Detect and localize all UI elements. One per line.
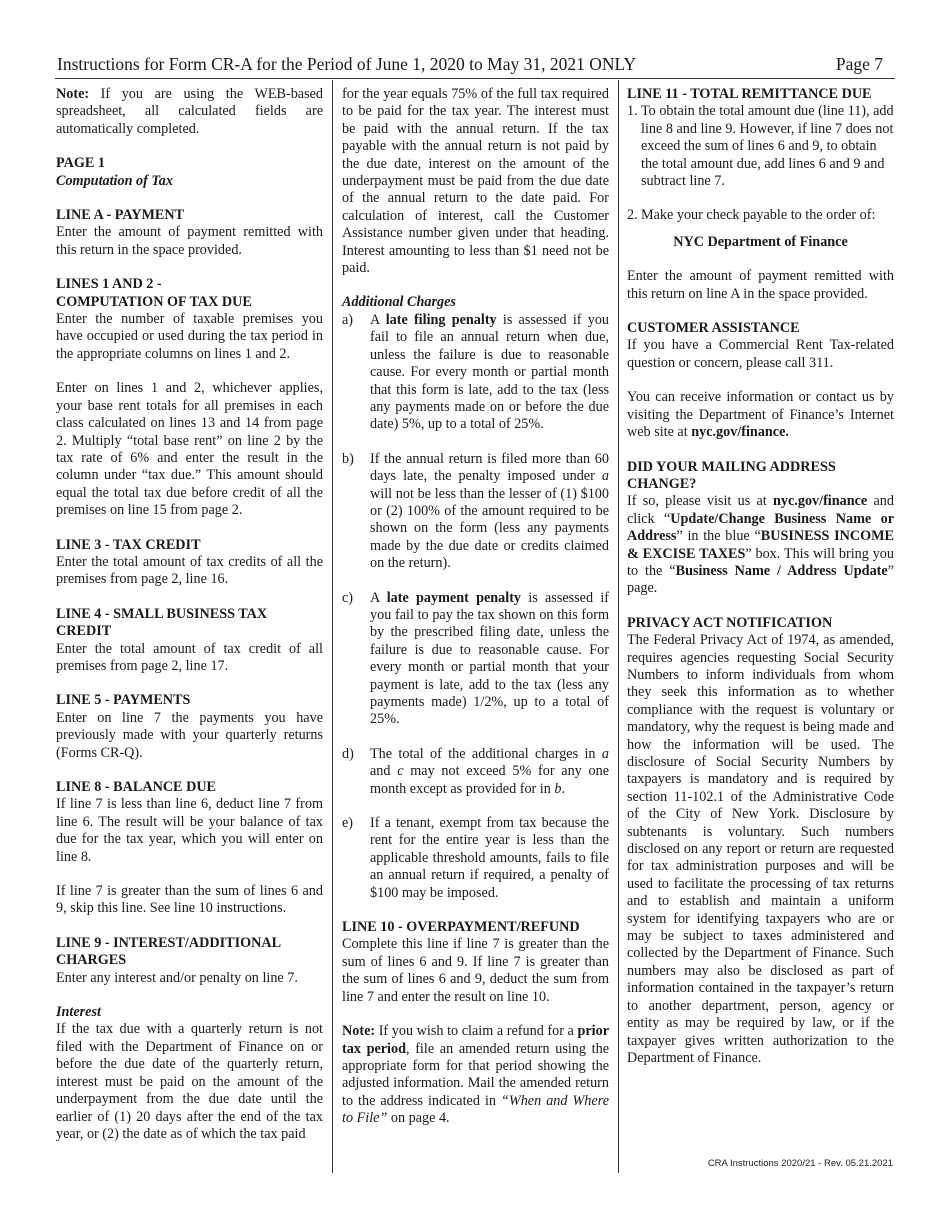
line-4-text: Enter the total amount of tax credit of all premises from page 2, line 17. xyxy=(56,640,323,674)
charge-item-d: d) The total of the additional charges in a and c may not exceed 5% for any one month except as provided for in b. xyxy=(342,745,609,797)
line-11-item-1: 1. To obtain the total amount due (line 11), add line 8 and line 9. However, if line 7 does not exceed the sum of lines 6 and 9, to obtain the total amount due, add lines 6 and 9 and subtract line 7. xyxy=(627,103,894,190)
page1-subheading: Computation of Tax xyxy=(56,172,173,189)
column-3 xyxy=(627,86,894,1067)
additional-charges-heading: Additional Charges xyxy=(342,294,456,311)
website-text: You can receive information or contact us by visiting the Department of Finance’s Internet web site at nyc.gov/finance. xyxy=(627,389,894,441)
page1-heading: PAGE 1 xyxy=(56,155,105,172)
column-divider-1 xyxy=(332,80,333,1173)
privacy-text: The Federal Privacy Act of 1974, as amended, requires agencies requesting Social Security Numbers to inform individuals from whom they seek this information as to whether compliance with the request is voluntary or mandatory, why the request is being made and how the information will be used. The disclosure of Social Security Numbers by taxpayers is mandatory and is required by section 11-102.1 of the Administrative Code of the City of New York. Disclosure by subtenants is voluntary. Such numbers disclosed on any report or return are requested for tax administration purposes and will be used to facilitate the processing of tax returns and to establish and maintain a uniform system for identifying taxpayers who are or may be subject to taxes administered and collected by the Department of Finance. Such numbers may also be disclosed as part of information contained in the taxpayer’s return to another department, person, agency or entity as may be required by law, or if the taxpayer gives written authorization to the Department of Finance. xyxy=(627,632,894,1066)
line-11-heading: LINE 11 - TOTAL REMITTANCE DUE xyxy=(627,86,872,102)
refund-note: Note: If you wish to claim a refund for a prior tax period, file an amended return using the appropriate form for that period showing the adjusted information. Mail the amended return to the address indicated in “When and Where to File” on page 4. xyxy=(342,1023,609,1127)
header-divider xyxy=(55,78,895,79)
line-9-text: Enter any interest and/or penalty on line 7. xyxy=(56,969,298,986)
interest-continued: for the year equals 75% of the full tax required to be paid for the tax year. The interest must be paid with the annual return. If the tax payable with the annual return is not paid by the due date, interest on the amount of the underpayment must be paid from the due date of the annual return to the date paid. For calculation of interest, call the Customer Assistance number given under that heading. Interest amounting to less than $1 need not be paid. xyxy=(342,86,609,277)
line-8-heading: LINE 8 - BALANCE DUE xyxy=(56,779,217,795)
customer-assistance-heading: CUSTOMER ASSISTANCE xyxy=(627,320,800,337)
lines-1-2-text-2: Enter on lines 1 and 2, whichever applies, your base rent totals for all premises in each class calculated on lines 13 and 14 from page 2. Multiply “total base rent” on line 2 by the tax rate of 6% and enter the result in the column under “tax due.” This amount should equal the total tax due before credit of all the premises on line 15 from page 2. xyxy=(56,380,323,519)
line-3-heading: LINE 3 - TAX CREDIT xyxy=(56,536,201,553)
payment-text: Enter the amount of payment remitted with this return on line A in the space provided. xyxy=(627,268,894,302)
charge-item-b: b) If the annual return is filed more than 60 days late, the penalty imposed under a will not be less than the lesser of (1) $100 or (2) 100% of the amount required to be shown on the form (less any payments made by the due date or credits claimed on the return). xyxy=(342,450,609,572)
line-5-heading: LINE 5 - PAYMENTS xyxy=(56,692,191,709)
privacy-heading: PRIVACY ACT NOTIFICATION xyxy=(627,614,833,631)
column-divider-2 xyxy=(618,80,619,1173)
line-10-text: Complete this line if line 7 is greater than the sum of lines 6 and 9. If line 7 is greater than the sum of lines 6 and 9, deduct the sum from line 7 and enter the result on line 10. xyxy=(342,936,609,1005)
charge-item-e: e) If a tenant, exempt from tax because the rent for the entire year is less than the applicable threshold amounts, fails to file an annual return if required, a penalty of $100 may be imposed. xyxy=(342,815,609,901)
charge-item-c: c) A late payment penalty is assessed if you fail to pay the tax shown on this form by the prescribed filing date, unless the failure is due to reasonable cause. For every month or partial month that your payment is late, add to the tax (less any payments made) 1/2%, up to a total of 25%. xyxy=(342,589,609,728)
revision-footer: CRA Instructions 2020/21 - Rev. 05.21.2021 xyxy=(707,1158,893,1169)
line-a-text: Enter the amount of payment remitted with this return in the space provided. xyxy=(56,224,323,258)
line-10-heading: LINE 10 - OVERPAYMENT/REFUND xyxy=(342,919,580,936)
line-3-text: Enter the total amount of tax credits of all the premises from page 2, line 16. xyxy=(56,553,323,588)
payee-name: NYC Department of Finance xyxy=(673,233,848,250)
page-number: Page 7 xyxy=(835,54,883,74)
customer-assistance-text: If you have a Commercial Rent Tax-related question or concern, please call 311. xyxy=(627,337,894,371)
interest-heading: Interest xyxy=(56,1004,101,1021)
line-11-item-2: 2. Make your check payable to the order of: xyxy=(627,207,876,224)
lines-1-2-text: Enter the number of taxable premises you have occupied or used during the tax period in the appropriate columns on lines 1 and 2. xyxy=(56,311,323,362)
page-header xyxy=(57,54,893,78)
column-1 xyxy=(56,86,323,1143)
line-9-heading: LINE 9 - INTEREST/ADDITIONAL CHARGES xyxy=(56,934,281,969)
address-change-text: If so, please visit us at nyc.gov/finance and click “Update/Change Business Name or Address” in the blue “BUSINESS INCOME & EXCISE TAXES” box. This will bring you to the “Business Name / Address Update” page. xyxy=(627,493,894,597)
column-2 xyxy=(342,86,609,1128)
lines-1-2-heading: LINES 1 AND 2 - COMPUTATION OF TAX DUE xyxy=(56,276,252,310)
line-8-text-2: If line 7 is greater than the sum of lines 6 and 9, skip this line. See line 10 instructions. xyxy=(56,883,323,917)
line-5-text: Enter on line 7 the payments you have previously made with your quarterly returns (Forms CR-Q). xyxy=(56,709,323,761)
line-a-heading: LINE A - PAYMENT xyxy=(56,207,185,224)
address-change-heading: DID YOUR MAILING ADDRESS CHANGE? xyxy=(627,458,836,492)
document-title: Instructions for Form CR-A for the Period of June 1, 2020 to May 31, 2021 ONLY xyxy=(57,54,637,74)
line-8-text: If line 7 is less than line 6, deduct line 7 from line 6. The result will be your balance of tax due for the tax year, which you will enter on line 8. xyxy=(56,796,323,865)
charge-item-a: a) A late filing penalty is assessed if you fail to file an annual return when due, unless the failure is due to reasonable cause. For every month or partial month that this form is late, add to the tax (less any payments made on or before the due date) 5%, up to a total of 25%. xyxy=(342,311,610,433)
note-paragraph: Note: If you are using the WEB-based spreadsheet, all calculated fields are automatically completed. xyxy=(56,86,323,137)
interest-text: If the tax due with a quarterly return is not filed with the Department of Finance on or before the due date of the quarterly return, interest must be paid on the amount of the underpayment from the due date until the earlier of (1) 20 days after the end of the tax year, or (2) the date as of which the tax paid xyxy=(56,1021,323,1142)
line-4-heading: LINE 4 - SMALL BUSINESS TAX CREDIT xyxy=(56,605,268,640)
